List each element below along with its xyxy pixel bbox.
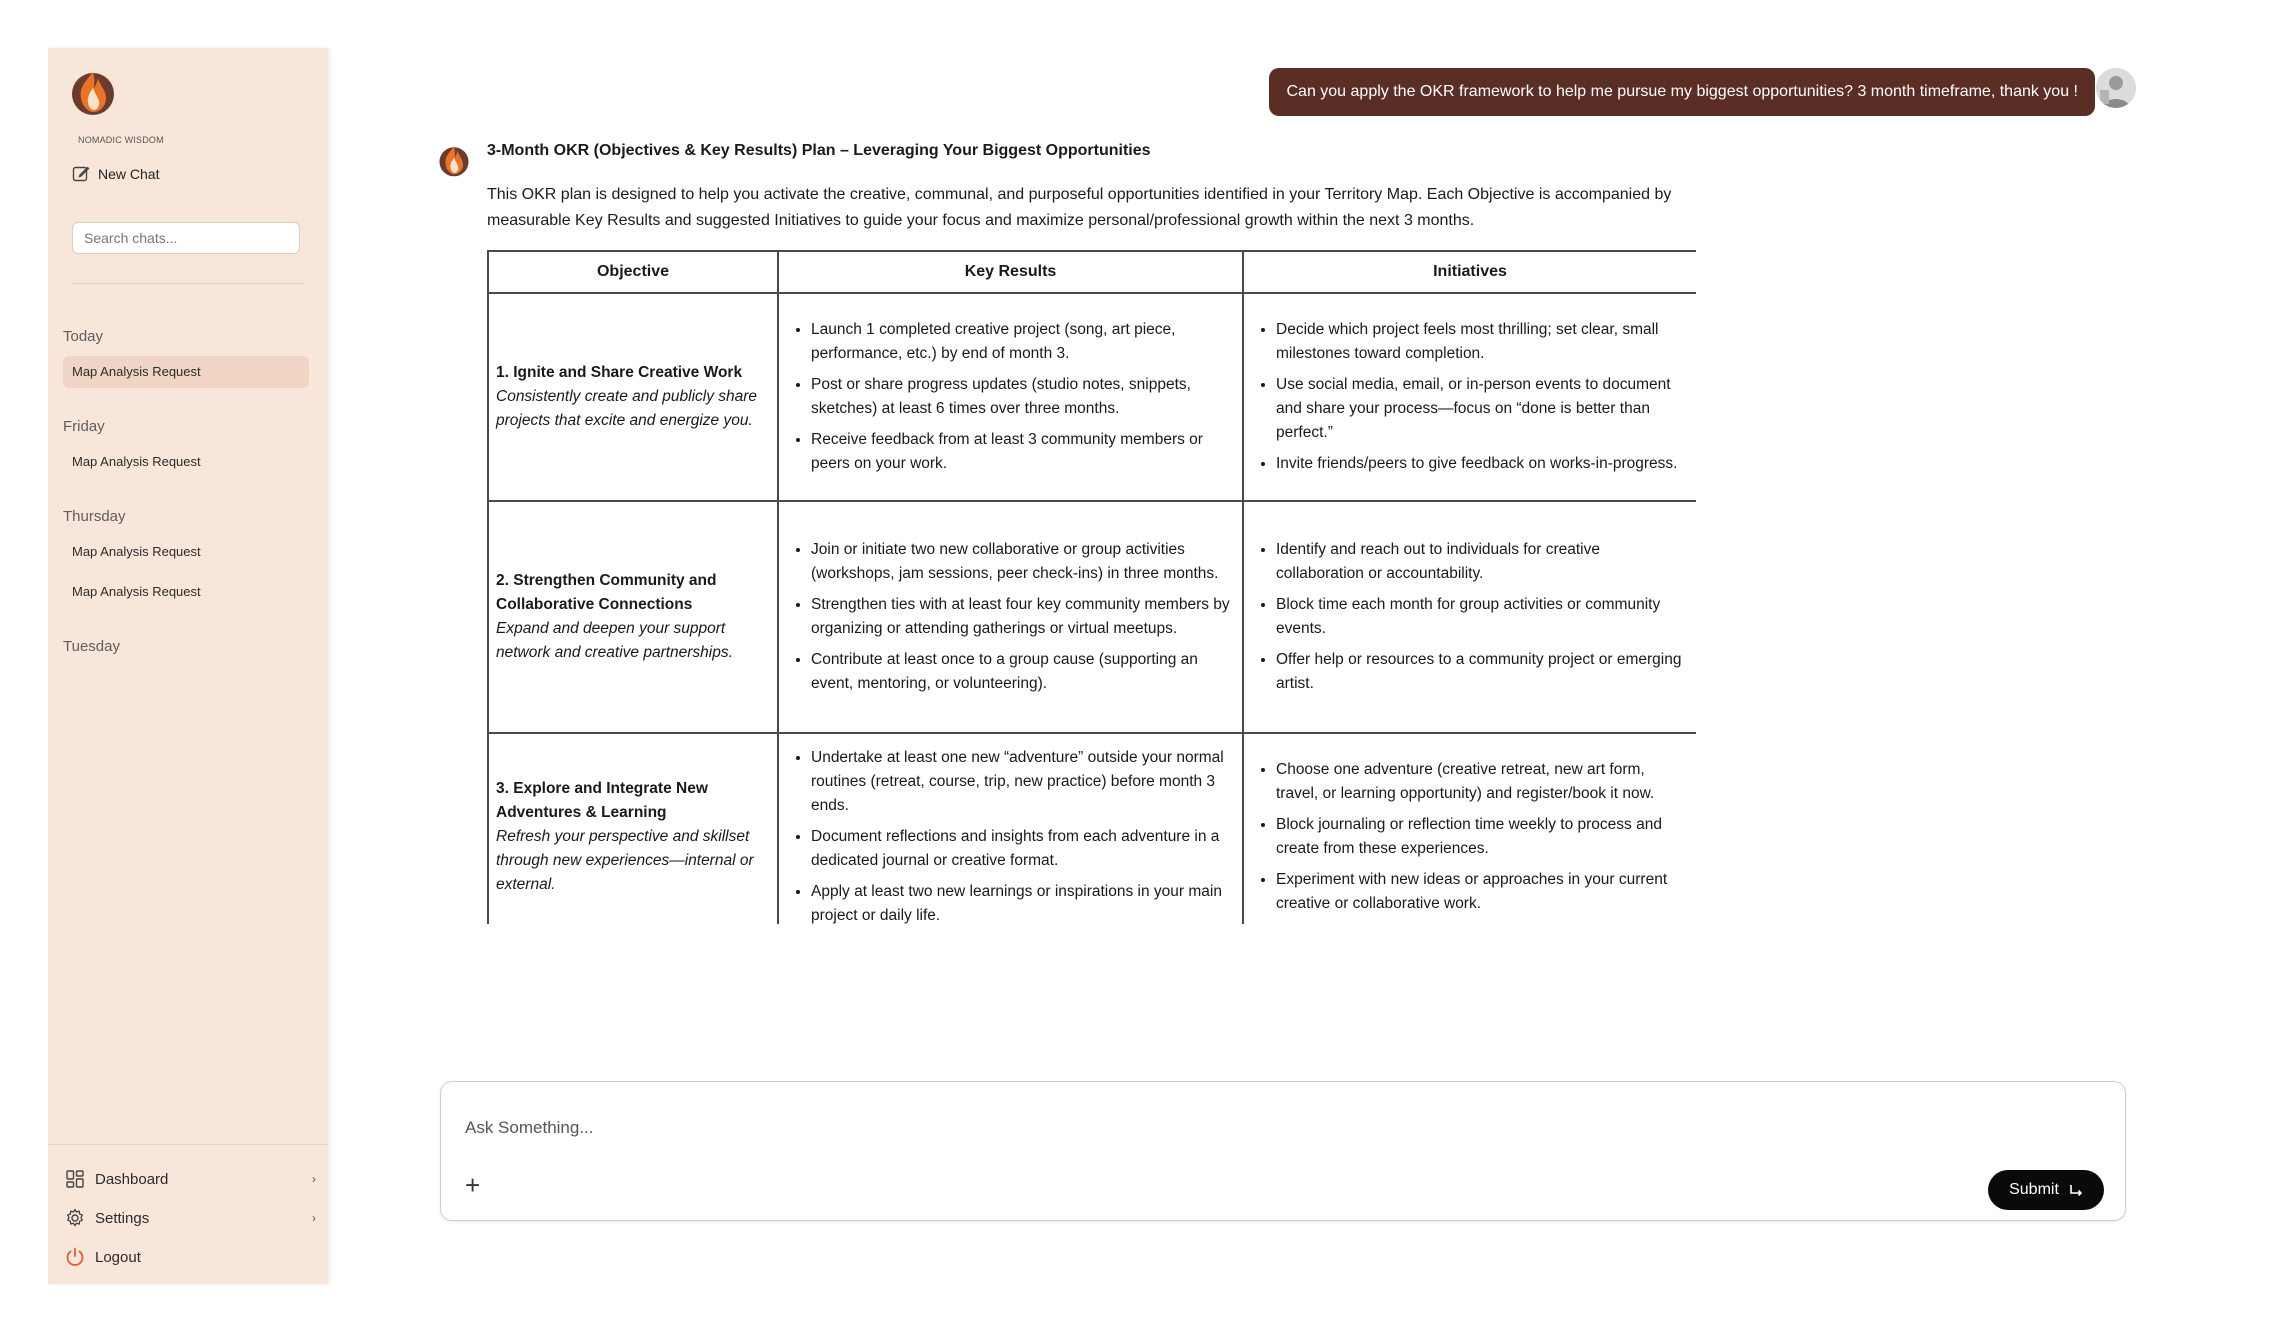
initiative-item: • Block journaling or reflection time weekly to process and create from these experiences. — [1276, 813, 1690, 861]
group-label-thursday: Thursday — [63, 508, 126, 525]
app-logo[interactable] — [62, 64, 164, 145]
objective-description: Expand and deepen your support network and creative partnerships. — [496, 620, 733, 661]
key-result-item: • Contribute at least once to a group cause (supporting an event, mentoring, or volunteering). — [811, 648, 1236, 696]
objective-cell — [488, 293, 778, 501]
submit-button[interactable] — [1988, 1170, 2104, 1210]
key-result-item: • Post or share progress updates (studio notes, snippets, sketches) at least 6 times over three months. — [811, 373, 1236, 421]
table-row — [488, 501, 1696, 733]
table-row — [488, 293, 1696, 501]
key-results-cell — [778, 293, 1243, 501]
sidebar-bottom-divider — [48, 1144, 328, 1145]
group-label-friday: Friday — [63, 418, 105, 435]
chat-item[interactable]: Map Analysis Request — [63, 356, 309, 388]
power-icon — [64, 1246, 86, 1268]
chat-item[interactable]: Map Analysis Request — [72, 584, 201, 599]
table-row — [488, 733, 1696, 924]
edit-icon — [72, 165, 90, 183]
assistant-response-intro: This OKR plan is designed to help you activate the creative, communal, and purposeful opportunities identified in your Territory Map. Each Objective is accompanied by measurable Key Results and suggested Initiatives to guide your focus and maximize personal/professional growth within the next 3 months. — [487, 186, 1672, 229]
user-avatar — [2096, 68, 2136, 108]
user-photo-icon — [2096, 68, 2136, 108]
column-header-objective: Objective — [488, 251, 778, 293]
key-result-item: • Strengthen ties with at least four key community members by organizing or attending gatherings or virtual meetups. — [811, 593, 1236, 641]
initiative-item: • Use social media, email, or in-person events to document and share your process—focus on “done is better than perfect.” — [1276, 373, 1690, 445]
key-result-item: • Launch 1 completed creative project (song, art piece, performance, etc.) by end of month 3. — [811, 318, 1236, 366]
objective-description: Refresh your perspective and skillset through new experiences—internal or external. — [496, 828, 754, 893]
gear-icon — [64, 1207, 86, 1229]
enter-icon — [2069, 1184, 2083, 1196]
nav-dashboard[interactable] — [64, 1166, 316, 1192]
chat-item[interactable]: Map Analysis Request — [72, 544, 201, 559]
initiative-item: • Experiment with new ideas or approaches in your current creative or collaborative work. — [1276, 868, 1690, 916]
chevron-right-icon: › — [312, 1172, 316, 1186]
objective-cell — [488, 733, 778, 924]
flame-logo-icon — [436, 140, 472, 178]
key-result-item: • Document reflections and insights from each adventure in a dedicated journal or creative format. — [811, 825, 1236, 873]
okr-table — [487, 250, 1696, 924]
plus-icon: + — [465, 1170, 481, 1200]
submit-label: Submit — [2009, 1181, 2059, 1198]
flame-logo-icon — [67, 64, 119, 116]
nav-logout-label: Logout — [95, 1248, 141, 1266]
add-attachment-button[interactable] — [465, 1170, 489, 1200]
okr-table-container[interactable] — [487, 250, 1696, 924]
key-results-cell — [778, 733, 1243, 924]
objective-title: 1. Ignite and Share Creative Work — [496, 364, 743, 381]
initiative-item: • Block time each month for group activities or community events. — [1276, 593, 1690, 641]
group-label-tuesday: Tuesday — [63, 638, 120, 655]
sidebar-divider — [72, 283, 304, 284]
logo-text: NOMADIC WISDOM — [78, 135, 164, 145]
chat-item[interactable]: Map Analysis Request — [72, 454, 201, 469]
key-result-item: • Join or initiate two new collaborative or group activities (workshops, jam sessions, peer check-ins) in three months. — [811, 538, 1236, 586]
assistant-avatar — [436, 140, 472, 178]
ask-input[interactable] — [463, 1112, 1867, 1144]
objective-description: Consistently create and publicly share projects that excite and energize you. — [496, 388, 758, 429]
initiatives-cell — [1243, 501, 1696, 733]
group-label-today: Today — [63, 328, 104, 345]
initiatives-cell — [1243, 733, 1696, 924]
nav-logout[interactable] — [64, 1244, 316, 1270]
user-message-bubble: Can you apply the OKR framework to help me pursue my biggest opportunities? 3 month timeframe, thank you ! — [1269, 68, 2095, 116]
key-result-item: • Undertake at least one new “adventure” outside your normal routines (retreat, course, trip, new practice) before month 3 ends. — [811, 746, 1236, 818]
initiative-item: • Identify and reach out to individuals for creative collaboration or accountability. — [1276, 538, 1690, 586]
search-chats-input[interactable] — [72, 222, 300, 254]
initiative-item: • Invite friends/peers to give feedback on works-in-progress. — [1276, 452, 1690, 476]
column-header-key-results: Key Results — [778, 251, 1243, 293]
column-header-initiatives: Initiatives — [1243, 251, 1696, 293]
objective-title: 3. Explore and Integrate New Adventures & Learning — [496, 780, 708, 821]
initiatives-cell — [1243, 293, 1696, 501]
sidebar — [48, 48, 328, 1284]
key-result-item: • Apply at least two new learnings or inspirations in your main project or daily life. — [811, 880, 1236, 924]
assistant-response-title: 3-Month OKR (Objectives & Key Results) Plan – Leveraging Your Biggest Opportunities — [487, 142, 1151, 159]
nav-dashboard-label: Dashboard — [95, 1170, 169, 1188]
initiative-item: • Offer help or resources to a community project or emerging artist. — [1276, 648, 1690, 696]
objective-title: 2. Strengthen Community and Collaborative Connections — [496, 572, 717, 613]
chevron-right-icon: › — [312, 1211, 316, 1225]
initiative-item: • Decide which project feels most thrilling; set clear, small milestones toward completion. — [1276, 318, 1690, 366]
nav-settings[interactable] — [64, 1205, 316, 1231]
key-results-cell — [778, 501, 1243, 733]
table-header-row — [488, 251, 1696, 293]
dashboard-icon — [64, 1168, 86, 1190]
initiative-item: • Choose one adventure (creative retreat, new art form, travel, or learning opportunity) and register/book it now. — [1276, 758, 1690, 806]
nav-settings-label: Settings — [95, 1209, 150, 1227]
key-result-item: • Receive feedback from at least 3 community members or peers on your work. — [811, 428, 1236, 476]
objective-cell — [488, 501, 778, 733]
new-chat-label: New Chat — [98, 166, 160, 182]
new-chat-button[interactable] — [72, 165, 159, 183]
message-composer — [440, 1081, 2126, 1221]
